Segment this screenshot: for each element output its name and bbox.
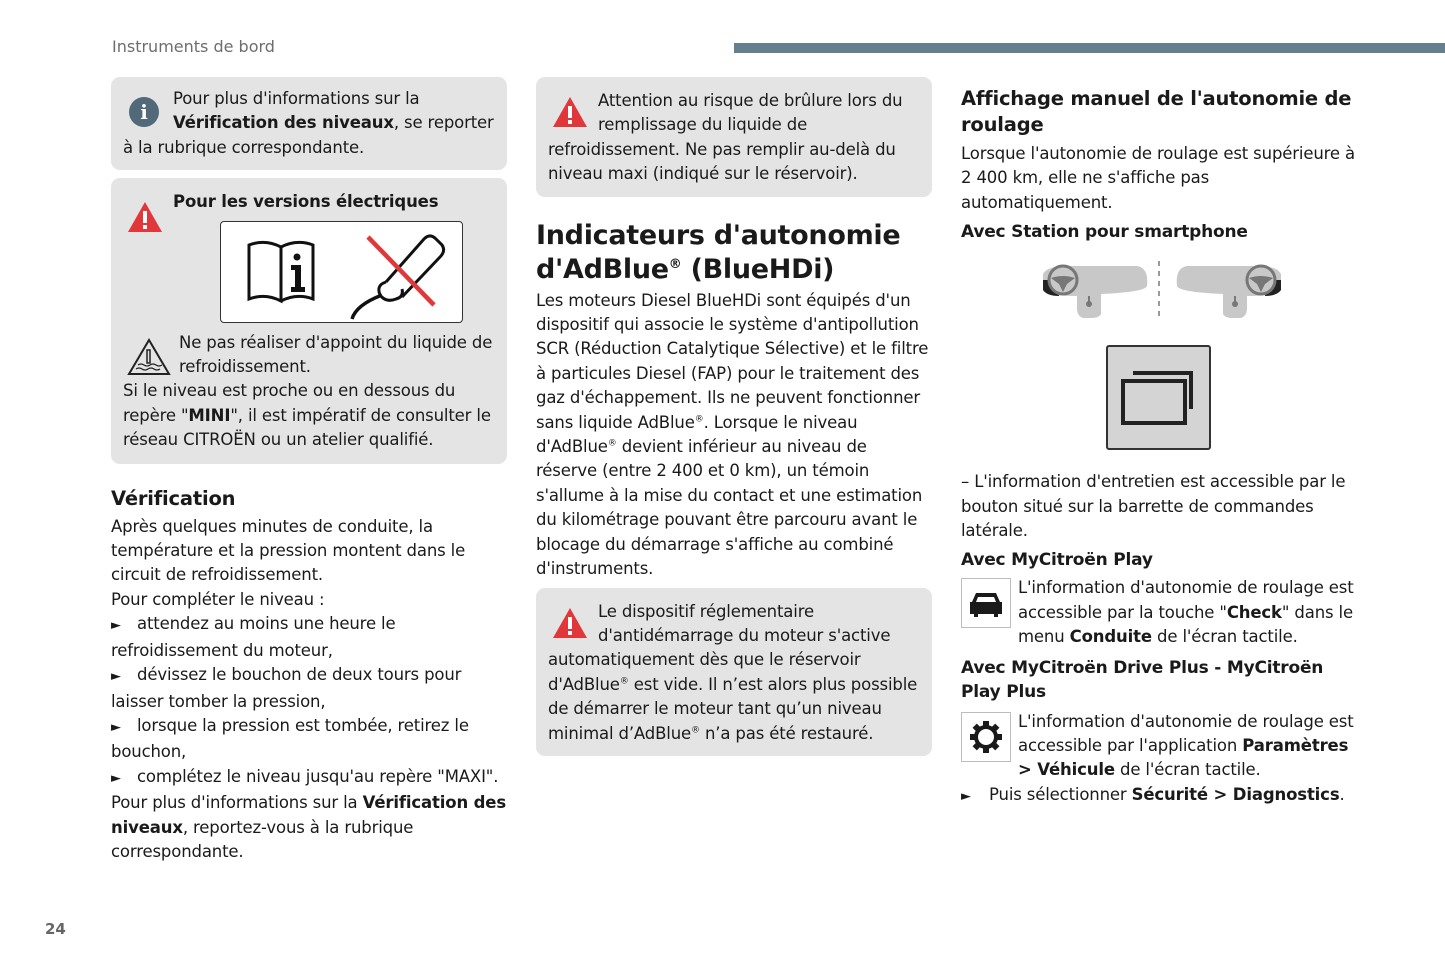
column-left <box>111 77 507 864</box>
coolant-warning-icon <box>126 337 172 377</box>
step: ► lorsque la pression est tombée, retirez le bouchon, <box>111 715 469 762</box>
settings-button[interactable] <box>961 712 1011 762</box>
antistart-warning-box: Le dispositif réglementaire d'antidémarrage du moteur s'active automatiquement dès que le réservoir d'AdBlue® est vide. Il n’est alors plus possible de démarrer le moteur tant qu’un niveau minimal d’AdBlue® n’a pas été restauré. <box>536 588 932 756</box>
no-refill-plug-icon <box>346 227 456 322</box>
column-middle <box>536 77 932 756</box>
no-refill-text: Ne pas réaliser d'appoint du liquide de refroidissement. <box>179 332 493 377</box>
car-button[interactable] <box>961 578 1011 628</box>
adblue-section: Indicateurs d'autonomie d'AdBlue® (BlueHDi) Les moteurs Diesel BlueHDi sont équipés d'un dispositif qui associe le système d'antipollution SCR (Réduction Catalytique Sélective) et le filtre à particules Diesel (FAP) pour le traitement des gaz d'échappement. Ils ne peuvent fonctionner sans liquide AdBlue®. Lorsque le niveau d'AdBlue® devient inférieur au niveau de réserve (entre 2 400 et 0 km), un témoin s'allume à la mise du contact et une estimation du kilométrage pouvant être parcouru avant le blocage du démarrage s'affiche au combiné d'instruments. <box>536 219 932 582</box>
header-bar <box>734 43 1445 53</box>
pictogram-panel <box>220 221 463 323</box>
verification-section: Vérification Après quelques minutes de conduite, la température et la pression montent dans le circuit de refroidissement. Pour compléter le niveau : ► attendez au moins une heure le refroidissement du moteur, ► dévissez le bouchon de deux tours pour laisser tomber la pression, ► lorsque la pression est tombée, retirez le bouchon, ► complétez le niveau jusqu'au repère "MAXI". Pour plus d'informations sur la Vérification des niveaux, reportez-vous à la rubrique correspondante. <box>111 486 507 861</box>
burn-warning-box: Attention au risque de brûlure lors du remplissage du liquide de refroidissement. Ne pas remplir au-delà du niveau maxi (indiqué sur le réservoir). <box>536 77 932 197</box>
maintenance-info-text: – L'information d'entretien est accessible par le bouton situé sur la barrette de commandes latérale. <box>961 472 1346 541</box>
adblue-title: Indicateurs d'autonomie d'AdBlue® (BlueHDi) <box>536 219 901 285</box>
multi-screen-button-icon <box>1119 369 1199 429</box>
dashboard-lhd-rhd-illustration <box>1037 256 1287 326</box>
autonomy-title: Affichage manuel de l'autonomie de roulage <box>961 87 1352 136</box>
info-box: i Pour plus d'informations sur la Vérification des niveaux, se reporter à la rubrique correspondante. <box>111 77 507 170</box>
electric-title: Pour les versions électriques <box>173 192 439 212</box>
mini-level-text: Si le niveau est proche ou en dessous du repère "MINI", il est impératif de consulter le réseau CITROËN ou un atelier qualifié. <box>123 381 491 450</box>
manual-info-icon <box>243 237 323 307</box>
play-title: Avec MyCitroën Play <box>961 550 1153 571</box>
section-title: Instruments de bord <box>112 37 275 56</box>
step: ► attendez au moins une heure le refroidissement du moteur, <box>111 614 396 660</box>
step: ► complétez le niveau jusqu'au repère "MAXI". <box>111 766 499 786</box>
gear-icon <box>968 719 1004 755</box>
verification-title: Vérification <box>111 486 236 510</box>
electric-warning-box <box>111 178 507 463</box>
car-icon <box>968 590 1004 618</box>
station-title: Avec Station pour smartphone <box>961 222 1248 243</box>
warning-icon <box>126 200 164 234</box>
step: ► Puis sélectionner Sécurité > Diagnostics. <box>961 784 1345 804</box>
step: ► dévissez le bouchon de deux tours pour laisser tomber la pression, <box>111 665 462 711</box>
page-number: 24 <box>45 920 66 938</box>
column-right: Affichage manuel de l'autonomie de roulage Lorsque l'autonomie de roulage est supérieure à 2 400 km, elle ne s'affiche pas automatiquement. Avec Station pour smartphone – L'information d'entretien est accessible par le bouton situé sur la barrette de commandes latérale. Avec MyCitroën Play L'information d'autonomie de roulage est accessible par la touche "Check" dans le menu Conduite de l'écran tactile. Avec MyCitroën Drive Plus - MyCitroën Play Plus L'information d'autonomie de roulage est accessible par l'application Paramètres > Véhicule de l'écran tactile. ► Puis sélectionner Sécurité > Diagnostics. <box>961 86 1361 809</box>
info-icon: i <box>129 97 159 127</box>
drive-plus-title: Avec MyCitroën Drive Plus - MyCitroën Play Plus <box>961 657 1324 702</box>
multi-screen-button[interactable] <box>1106 345 1211 450</box>
